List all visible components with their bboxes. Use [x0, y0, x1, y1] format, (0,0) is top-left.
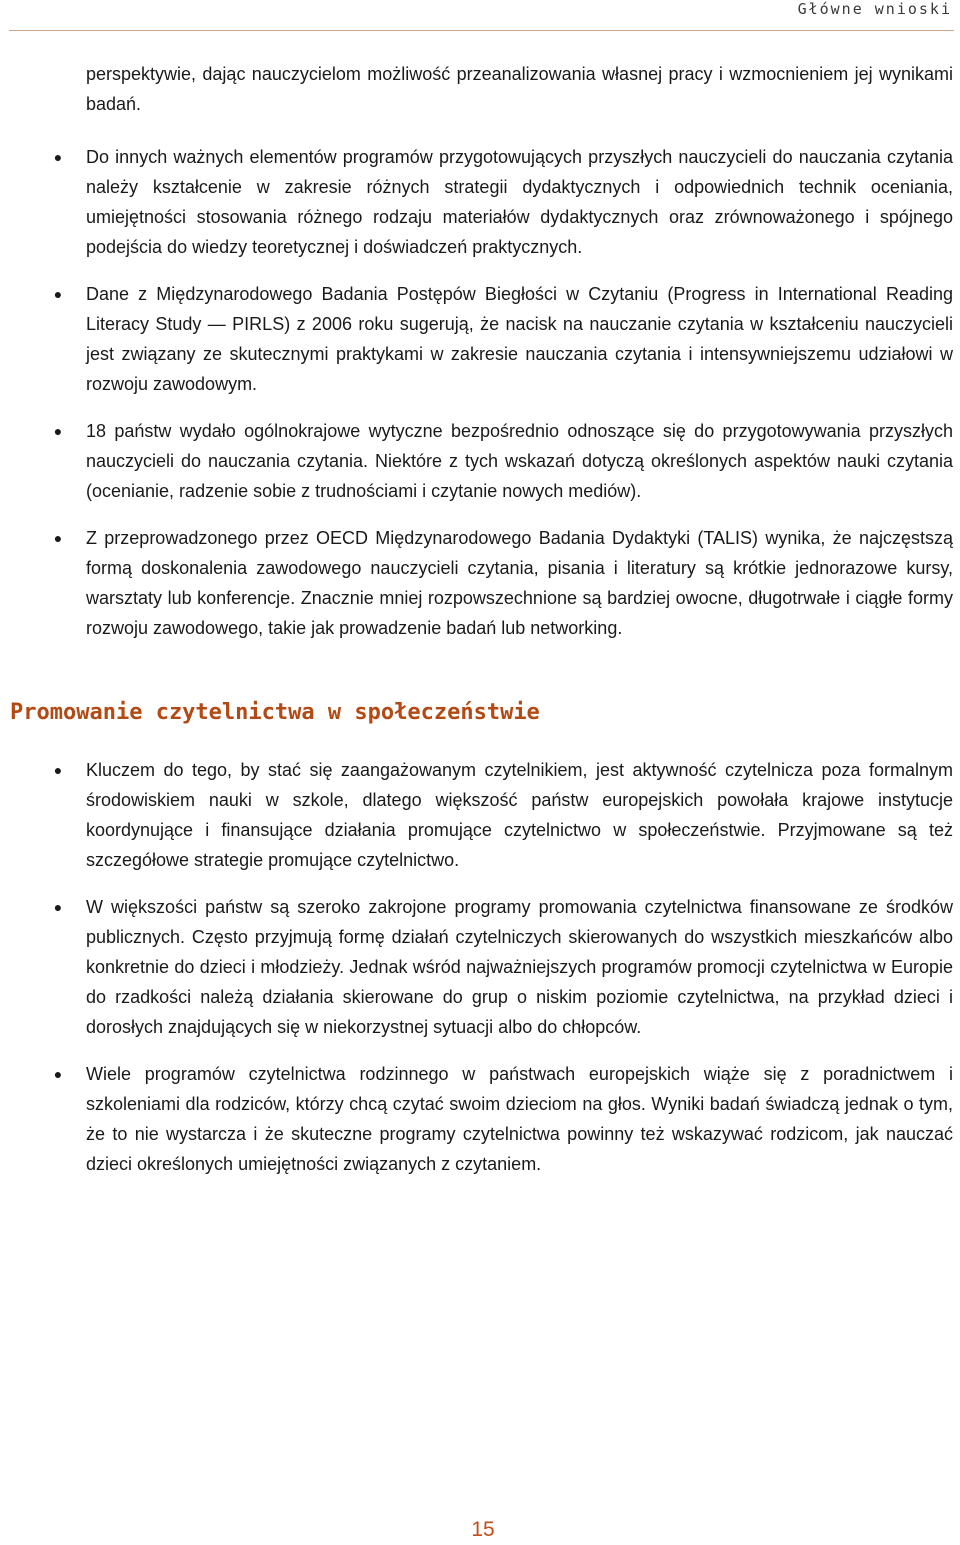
list-item: [53, 142, 953, 262]
list-item: [53, 279, 953, 399]
section-heading: Promowanie czytelnictwa w społeczeństwie: [10, 700, 540, 725]
list-item: [53, 523, 953, 643]
bullet-dot-icon: ●: [53, 286, 63, 302]
header-divider: [9, 30, 954, 31]
list-item-text: Do innych ważnych elementów programów przygotowujących przyszłych nauczycieli do nauczania czytania należy kształcenie w zakresie różnych strategii dydaktycznych i odpowiednich technik oceniania, umiejętności stosowania różnego rodzaju materiałów dydaktycznych oraz zrównoważonego i spójnego podejścia do wiedzy teoretycznej i doświadczeń praktycznych.: [86, 147, 953, 257]
bullet-dot-icon: ●: [53, 149, 63, 165]
list-item-text: 18 państw wydało ogólnokrajowe wytyczne bezpośrednio odnoszące się do przygotowywania przyszłych nauczycieli do nauczania czytania. Niektóre z tych wskazań dotyczą określonych aspektów nauki czytania (ocenianie, radzenie sobie z trudnościami i czytanie nowych mediów).: [86, 421, 953, 501]
list-item-text: Z przeprowadzonego przez OECD Międzynarodowego Badania Dydaktyki (TALIS) wynika, że najczęstszą formą doskonalenia zawodowego nauczycieli czytania, pisania i literatury są krótkie jednorazowe kursy, warsztaty lub konferencje. Znacznie mniej rozpowszechnione są bardziej owocne, długotrwałe i ciągłe formy rozwoju zawodowego, takie jak prowadzenie badań lub networking.: [86, 528, 953, 638]
list-item: [53, 1059, 953, 1179]
list-item-text: Wiele programów czytelnictwa rodzinnego w państwach europejskich wiąże się z poradnictwem i szkoleniami dla rodziców, którzy chcą czytać swoim dzieciom na głos. Wyniki badań świadczą jednak o tym, że to nie wystarcza i że skuteczne programy czytelnictwa powinny też wskazywać rodzicom, jak nauczać dzieci określonych umiejętności związanych z czytaniem.: [86, 1064, 953, 1174]
list-item-text: Dane z Międzynarodowego Badania Postępów Biegłości w Czytaniu (Progress in International Reading Literacy Study — PIRLS) z 2006 roku sugerują, że nacisk na nauczanie czytania w kształceniu nauczycieli jest związany ze skutecznymi praktykami w zakresie nauczania czytania i intensywniejszemu udziałowi w rozwoju zawodowym.: [86, 284, 953, 394]
continued-paragraph: perspektywie, dając nauczycielom możliwość przeanalizowania własnej pracy i wzmocnieniem jej wynikami badań.: [86, 64, 953, 114]
list-item: [53, 755, 953, 875]
page-body: [0, 59, 960, 1179]
list-item-text: Kluczem do tego, by stać się zaangażowanym czytelnikiem, jest aktywność czytelnicza poza formalnym środowiskiem nauki w szkole, dlatego większość państw europejskich powołała krajowe instytucje koordynujące i finansujące działania promujące czytelnictwo w społeczeństwie. Przyjmowane są też szczegółowe strategie promujące czytelnictwo.: [86, 760, 953, 870]
bullet-dot-icon: ●: [53, 1066, 63, 1082]
bullet-dot-icon: ●: [53, 530, 63, 546]
bullet-dot-icon: ●: [53, 423, 63, 439]
bullet-dot-icon: ●: [53, 899, 63, 915]
list-item: [53, 416, 953, 506]
list-item-text: W większości państw są szeroko zakrojone programy promowania czytelnictwa finansowane ze środków publicznych. Często przyjmują formę działań czytelniczych skierowanych do wszystkich mieszkańców albo konkretnie do dzieci i młodzieży. Jednak wśród najważniejszych programów promocji czytelnictwa w Europie do rzadkości należą działania skierowane do grup o niskim poziomie czytelnictwa, na przykład dzieci i dorosłych znajdujących się w niekorzystnej sytuacji albo do chłopców.: [86, 897, 953, 1037]
list-item: [53, 892, 953, 1042]
bullet-dot-icon: ●: [53, 762, 63, 778]
running-header-title: Główne wnioski: [797, 0, 952, 18]
page-number: 15: [471, 1518, 495, 1541]
